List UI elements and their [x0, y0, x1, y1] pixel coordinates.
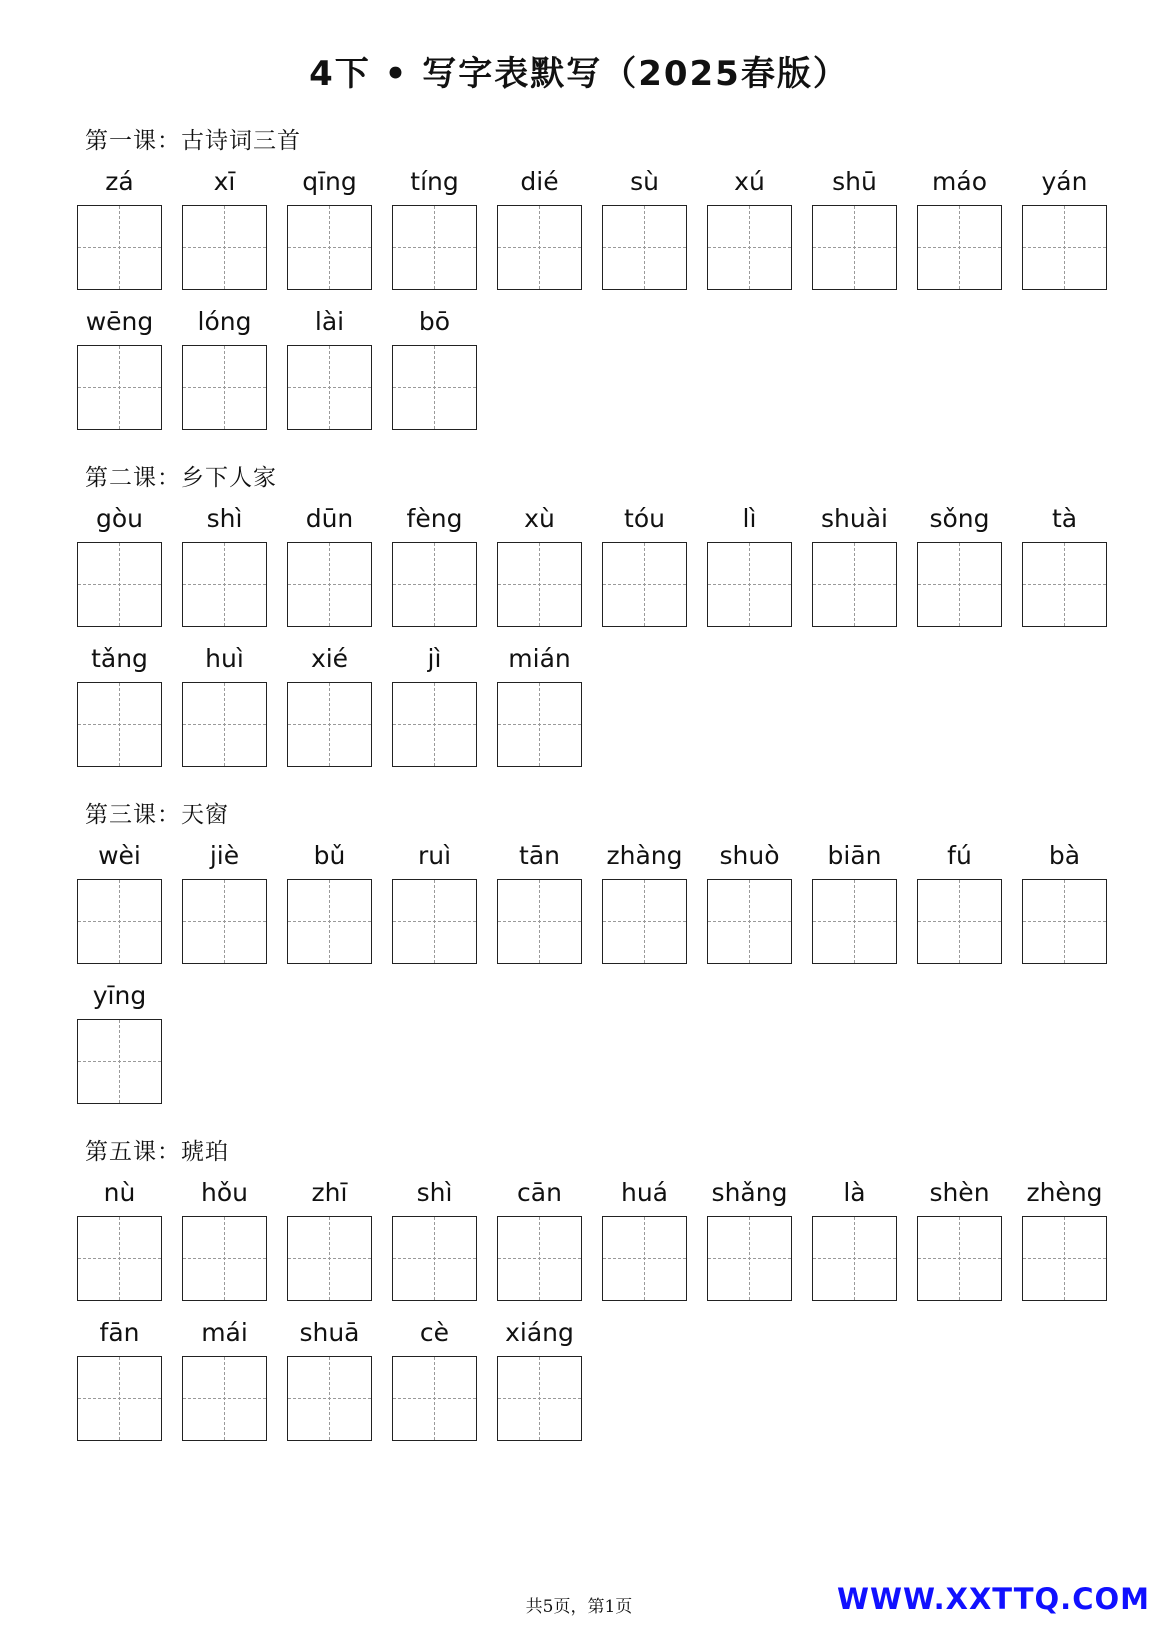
character-cell [917, 836, 1002, 976]
pinyin-label: xī [213, 167, 236, 196]
tianzige-writing-box[interactable] [182, 345, 267, 430]
character-cell [812, 499, 897, 639]
character-cell [287, 639, 372, 779]
character-cell [602, 162, 687, 302]
lesson-heading: 第三课：天窗 [85, 802, 229, 828]
character-cell [77, 499, 162, 639]
pinyin-label: shì [416, 1178, 453, 1207]
tianzige-writing-box[interactable] [602, 1216, 687, 1301]
tianzige-writing-box[interactable] [287, 682, 372, 767]
character-cell [1022, 836, 1107, 976]
tianzige-writing-box[interactable] [287, 345, 372, 430]
pinyin-label: huá [620, 1178, 668, 1207]
tianzige-writing-box[interactable] [1022, 1216, 1107, 1301]
page-indicator: 共5页，第1页 [525, 1597, 633, 1617]
character-cell [287, 162, 372, 302]
character-cell [287, 1173, 372, 1313]
pinyin-label: shì [206, 504, 243, 533]
pinyin-label: nù [103, 1178, 136, 1207]
tianzige-writing-box[interactable] [392, 542, 477, 627]
lesson-heading: 第二课：乡下人家 [85, 465, 277, 491]
character-cell [707, 836, 792, 976]
writing-grid [77, 836, 1107, 1116]
pinyin-label: xù [524, 504, 555, 533]
character-cell [182, 302, 267, 442]
pinyin-label: lài [314, 307, 345, 336]
pinyin-label: shèn [929, 1178, 990, 1207]
tianzige-writing-box[interactable] [497, 542, 582, 627]
pinyin-label: zhèng [1026, 1178, 1103, 1207]
tianzige-writing-box[interactable] [77, 205, 162, 290]
character-cell [392, 1173, 477, 1313]
character-cell [917, 499, 1002, 639]
pinyin-label: tíng [410, 167, 459, 196]
tianzige-writing-box[interactable] [497, 205, 582, 290]
tianzige-writing-box[interactable] [182, 542, 267, 627]
character-cell [182, 639, 267, 779]
character-cell [497, 499, 582, 639]
tianzige-writing-box[interactable] [77, 1356, 162, 1441]
character-cell [287, 836, 372, 976]
lesson-heading: 第五课：琥珀 [85, 1139, 229, 1165]
pinyin-label: bà [1048, 841, 1081, 870]
pinyin-label: tà [1051, 504, 1078, 533]
tianzige-writing-box[interactable] [287, 1356, 372, 1441]
character-cell [287, 1313, 372, 1453]
character-cell [77, 976, 162, 1116]
pinyin-label: fèng [406, 504, 463, 533]
pinyin-label: shū [832, 167, 877, 196]
character-cell [392, 639, 477, 779]
tianzige-writing-box[interactable] [392, 879, 477, 964]
writing-grid [77, 162, 1107, 442]
character-cell [182, 836, 267, 976]
character-cell [1022, 162, 1107, 302]
pinyin-label: bō [418, 307, 451, 336]
tianzige-writing-box[interactable] [182, 1216, 267, 1301]
pinyin-label: tǎng [91, 644, 148, 673]
character-cell [497, 639, 582, 779]
lesson-heading: 第一课：古诗词三首 [85, 128, 301, 154]
pinyin-label: là [843, 1178, 866, 1207]
tianzige-writing-box[interactable] [707, 205, 792, 290]
pinyin-label: fān [99, 1318, 140, 1347]
pinyin-label: tóu [624, 504, 665, 533]
tianzige-writing-box[interactable] [707, 879, 792, 964]
pinyin-label: lì [742, 504, 757, 533]
character-cell [707, 162, 792, 302]
pinyin-label: yán [1041, 167, 1088, 196]
character-cell [497, 1313, 582, 1453]
tianzige-writing-box[interactable] [77, 879, 162, 964]
character-cell [392, 836, 477, 976]
tianzige-writing-box[interactable] [182, 879, 267, 964]
tianzige-writing-box[interactable] [707, 1216, 792, 1301]
pinyin-label: tān [519, 841, 560, 870]
character-cell [812, 836, 897, 976]
pinyin-label: xiáng [505, 1318, 574, 1347]
tianzige-writing-box[interactable] [287, 879, 372, 964]
tianzige-writing-box[interactable] [917, 879, 1002, 964]
tianzige-writing-box[interactable] [917, 1216, 1002, 1301]
pinyin-label: cè [419, 1318, 450, 1347]
pinyin-label: sǒng [929, 504, 990, 533]
tianzige-writing-box[interactable] [812, 879, 897, 964]
character-cell [1022, 1173, 1107, 1313]
tianzige-writing-box[interactable] [917, 542, 1002, 627]
tianzige-writing-box[interactable] [287, 542, 372, 627]
character-cell [917, 162, 1002, 302]
pinyin-label: yīng [92, 981, 147, 1010]
pinyin-label: shuài [821, 504, 888, 533]
tianzige-writing-box[interactable] [392, 682, 477, 767]
pinyin-label: biān [827, 841, 882, 870]
tianzige-writing-box[interactable] [1022, 542, 1107, 627]
character-cell [497, 836, 582, 976]
tianzige-writing-box[interactable] [77, 1216, 162, 1301]
tianzige-writing-box[interactable] [917, 205, 1002, 290]
pinyin-label: mái [201, 1318, 248, 1347]
tianzige-writing-box[interactable] [392, 1216, 477, 1301]
tianzige-writing-box[interactable] [497, 1216, 582, 1301]
character-cell [1022, 499, 1107, 639]
tianzige-writing-box[interactable] [812, 542, 897, 627]
character-cell [392, 302, 477, 442]
tianzige-writing-box[interactable] [497, 879, 582, 964]
pinyin-label: shuā [299, 1318, 360, 1347]
pinyin-label: cān [517, 1178, 562, 1207]
tianzige-writing-box[interactable] [392, 205, 477, 290]
character-cell [392, 499, 477, 639]
tianzige-writing-box[interactable] [812, 1216, 897, 1301]
tianzige-writing-box[interactable] [287, 1216, 372, 1301]
character-cell [602, 1173, 687, 1313]
pinyin-label: fú [947, 841, 972, 870]
character-cell [77, 1313, 162, 1453]
character-cell [182, 499, 267, 639]
page-title: 4下 • 写字表默写（2025春版） [309, 54, 849, 94]
site-watermark: WWW.XXTTQ.COM [836, 1582, 1150, 1616]
pinyin-label: hǒu [201, 1178, 248, 1207]
character-cell [707, 499, 792, 639]
pinyin-label: mián [508, 644, 571, 673]
character-cell [182, 162, 267, 302]
writing-grid [77, 499, 1107, 779]
pinyin-label: zhàng [606, 841, 683, 870]
character-cell [77, 639, 162, 779]
character-cell [392, 1313, 477, 1453]
tianzige-writing-box[interactable] [812, 205, 897, 290]
character-cell [497, 1173, 582, 1313]
pinyin-label: xié [310, 644, 349, 673]
character-cell [287, 302, 372, 442]
tianzige-writing-box[interactable] [77, 1019, 162, 1104]
character-cell [182, 1173, 267, 1313]
pinyin-label: lóng [197, 307, 252, 336]
tianzige-writing-box[interactable] [77, 345, 162, 430]
character-cell [602, 499, 687, 639]
pinyin-label: jiè [209, 841, 240, 870]
tianzige-writing-box[interactable] [182, 205, 267, 290]
pinyin-label: zhī [311, 1178, 348, 1207]
tianzige-writing-box[interactable] [182, 1356, 267, 1441]
tianzige-writing-box[interactable] [77, 682, 162, 767]
pinyin-label: shuò [719, 841, 780, 870]
pinyin-label: máo [932, 167, 987, 196]
tianzige-writing-box[interactable] [602, 542, 687, 627]
character-cell [497, 162, 582, 302]
pinyin-label: xú [734, 167, 765, 196]
character-cell [77, 162, 162, 302]
tianzige-writing-box[interactable] [77, 542, 162, 627]
tianzige-writing-box[interactable] [497, 682, 582, 767]
tianzige-writing-box[interactable] [707, 542, 792, 627]
character-cell [602, 836, 687, 976]
tianzige-writing-box[interactable] [182, 682, 267, 767]
character-cell [77, 836, 162, 976]
pinyin-label: wēng [85, 307, 154, 336]
character-cell [287, 499, 372, 639]
tianzige-writing-box[interactable] [392, 1356, 477, 1441]
character-cell [917, 1173, 1002, 1313]
tianzige-writing-box[interactable] [602, 879, 687, 964]
tianzige-writing-box[interactable] [1022, 879, 1107, 964]
pinyin-label: ruì [417, 841, 452, 870]
tianzige-writing-box[interactable] [1022, 205, 1107, 290]
character-cell [812, 162, 897, 302]
pinyin-label: shǎng [711, 1178, 788, 1207]
character-cell [77, 1173, 162, 1313]
pinyin-label: huì [205, 644, 244, 673]
character-cell [392, 162, 477, 302]
character-cell [707, 1173, 792, 1313]
writing-grid [77, 1173, 1107, 1453]
pinyin-label: qīng [302, 167, 357, 196]
pinyin-label: bǔ [313, 841, 346, 870]
character-cell [77, 302, 162, 442]
tianzige-writing-box[interactable] [287, 205, 372, 290]
character-cell [182, 1313, 267, 1453]
pinyin-label: jì [427, 644, 442, 673]
pinyin-label: gòu [95, 504, 143, 533]
pinyin-label: sù [630, 167, 659, 196]
tianzige-writing-box[interactable] [602, 205, 687, 290]
pinyin-label: dūn [305, 504, 354, 533]
pinyin-label: zá [105, 167, 134, 196]
pinyin-label: wèi [98, 841, 141, 870]
tianzige-writing-box[interactable] [497, 1356, 582, 1441]
tianzige-writing-box[interactable] [392, 345, 477, 430]
pinyin-label: dié [520, 167, 559, 196]
character-cell [812, 1173, 897, 1313]
